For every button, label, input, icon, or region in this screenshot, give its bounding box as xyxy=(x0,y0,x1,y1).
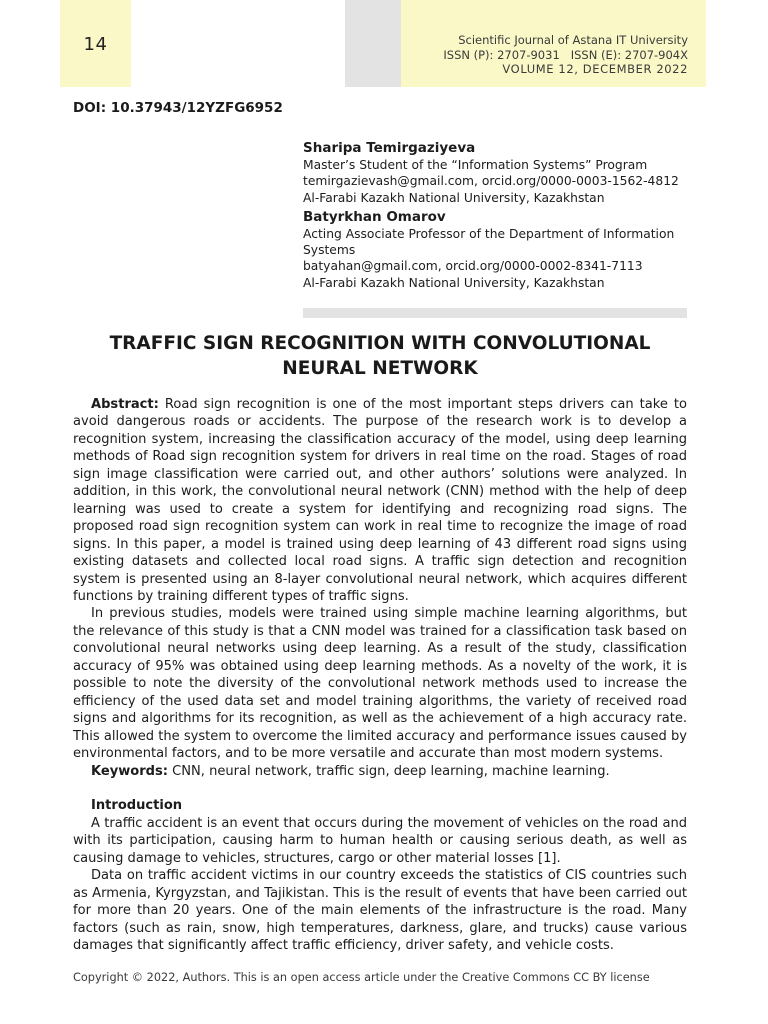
abstract-paragraph-1 xyxy=(73,396,687,605)
title-line-2: NEURAL NETWORK xyxy=(282,358,478,379)
author-name: Batyrkhan Omarov xyxy=(303,208,446,225)
header-gray-strip xyxy=(345,0,401,87)
page-number: 14 xyxy=(83,34,108,55)
keywords-line xyxy=(73,763,687,780)
author-affiliation: Al-Farabi Kazakh National University, Kazakhstan xyxy=(303,275,605,290)
article-body xyxy=(73,396,687,954)
author-1 xyxy=(303,140,693,206)
copyright-notice: Copyright © 2022, Authors. This is an open access article under the Creative Commons CC BY license xyxy=(73,971,650,984)
author-name: Sharipa Temirgaziyeva xyxy=(303,140,476,156)
journal-issn: ISSN (P): 2707-9031 ISSN (E): 2707-904X xyxy=(443,47,688,62)
abstract-label: Abstract: xyxy=(91,397,159,412)
author-position: Acting Associate Professor of the Department of Information Systems xyxy=(303,226,675,258)
author-contact[interactable]: temirgazievash@gmail.com, orcid.org/0000-0003-1562-4812 xyxy=(303,174,679,189)
title-line-1: TRAFFIC SIGN RECOGNITION WITH CONVOLUTIONAL xyxy=(109,333,651,354)
authors-section xyxy=(303,140,693,291)
keywords-label: Keywords: xyxy=(91,763,169,779)
author-affiliation: Al-Farabi Kazakh National University, Kazakhstan xyxy=(303,190,605,205)
introduction-heading: Introduction xyxy=(91,798,183,814)
author-2 xyxy=(303,209,693,291)
abstract-text-1: Road sign recognition is one of the most important steps drivers can take to avoid dangerous roads or accidents. The purpose of the research work is to develop a recognition system, increasing the classification accuracy of the model, using deep learning methods of Road sign recognition system for drivers in real time on the road. Stages of road sign image classification were carried out, and other authors’ solutions were analyzed. In addition, in this work, the convolutional neural network (CNN) method with the help of deep learning was used to create a system for identifying and recognizing road signs. The proposed road sign recognition system can work in real time to recognize the image of road signs. In this paper, a model is trained using deep learning of 43 different road signs using existing datasets and collected local road signs. A traffic sign detection and recognition system is presented using an 8-layer convolutional neural network, which acquires different functions by training different types of traffic signs. xyxy=(73,397,688,604)
abstract-paragraph-2: In previous studies, models were trained using simple machine learning algorithms, but the relevance of this study is that a CNN model was trained for a classification task based on convolutional neural networks using deep learning. As a result of the study, classification accuracy of 95% was obtained using deep learning methods. As a novelty of the work, it is possible to note the diversity of the convolutional network methods used to increase the efficiency of the used data set and model training algorithms, the variety of received road signs and algorithms for its recognition, as well as the achievement of a high accuracy rate. This allowed the system to overcome the limited accuracy and performance issues caused by environmental factors, and to be more versatile and accurate than most modern systems. xyxy=(73,606,687,762)
keywords-text: CNN, neural network, traffic sign, deep learning, machine learning. xyxy=(172,763,610,779)
journal-info xyxy=(443,33,688,77)
introduction-paragraph-1: A traffic accident is an event that occurs during the movement of vehicles on the road and with its participation, causing harm to human health or causing serious death, as well as causing damage to vehicles, structures, cargo or other material losses [1]. xyxy=(73,815,687,866)
section-divider xyxy=(303,308,687,318)
doi-link[interactable]: DOI: 10.37943/12YZFG6952 xyxy=(73,100,283,116)
page-number-box xyxy=(60,0,131,87)
journal-volume: VOLUME 12, DECEMBER 2022 xyxy=(502,62,688,76)
journal-name: Scientific Journal of Astana IT University xyxy=(458,33,688,47)
spacer xyxy=(73,780,687,797)
article-title xyxy=(73,331,687,381)
author-contact[interactable]: batyahan@gmail.com, orcid.org/0000-0002-8341-7113 xyxy=(303,259,643,274)
author-position: Master’s Student of the “Information Systems” Program xyxy=(303,158,648,172)
introduction-paragraph-2: Data on traffic accident victims in our country exceeds the statistics of CIS countries such as Armenia, Kyrgyzstan, and Tajikistan. This is the result of events that have been carried out for more than 20 years. One of the main elements of the infrastructure is the road. Many factors (such as rain, snow, high temperatures, darkness, glare, and trucks) cause various damages that significantly affect traffic efficiency, driver safety, and vehicle costs. xyxy=(73,868,687,954)
journal-header-box xyxy=(401,0,706,87)
